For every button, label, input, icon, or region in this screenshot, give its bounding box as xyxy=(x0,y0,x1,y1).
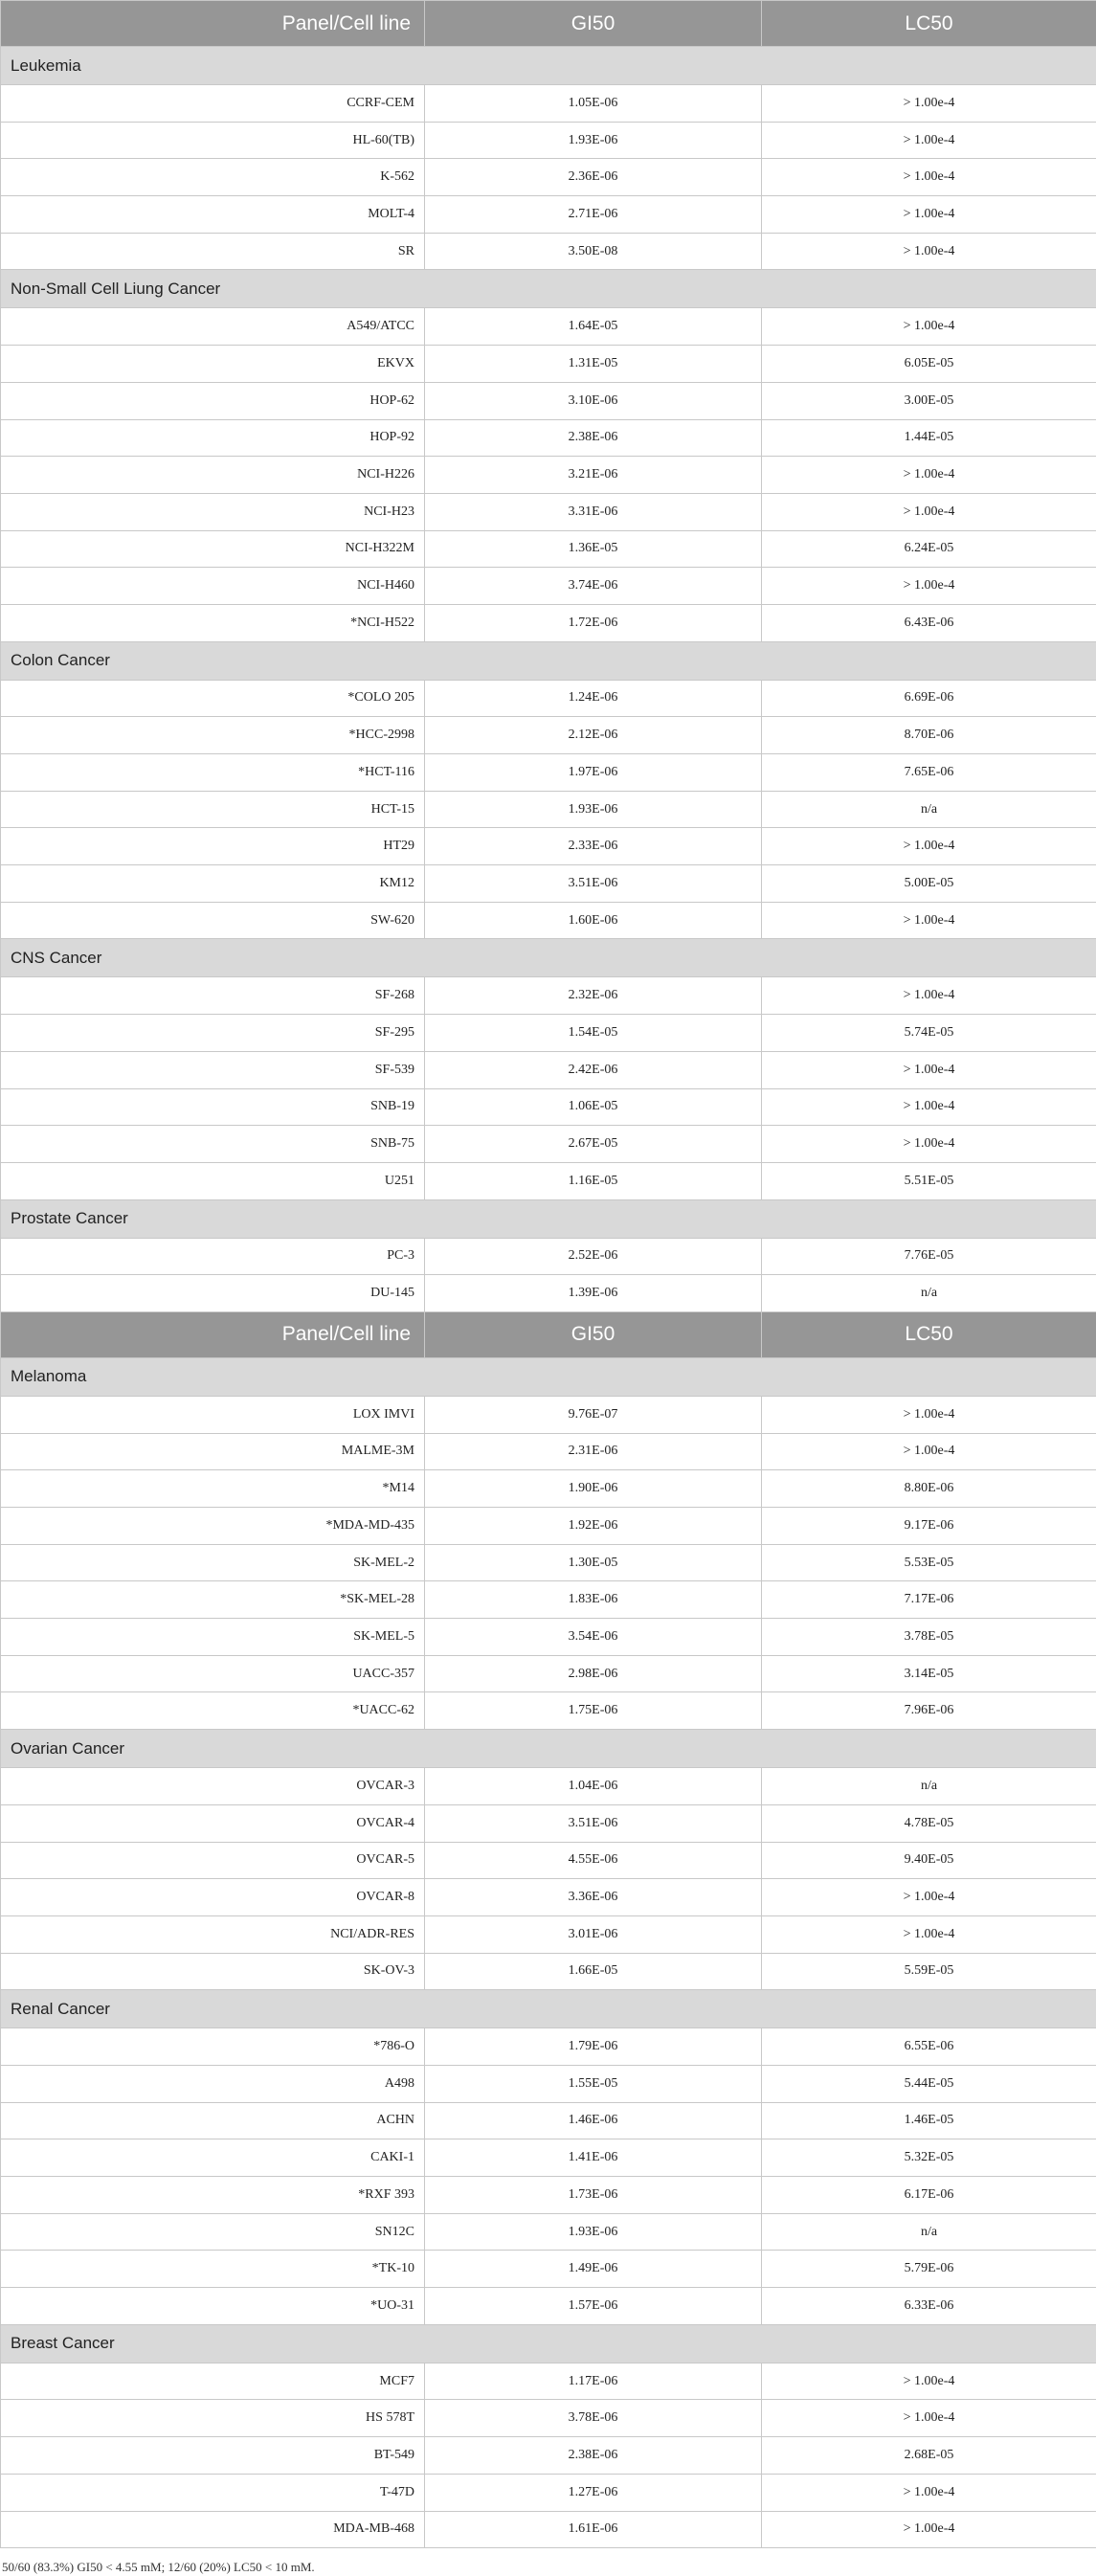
section-row xyxy=(1,939,1096,977)
gi50-value: 1.66E-05 xyxy=(425,1953,762,1990)
cell-line-name: *UO-31 xyxy=(1,2288,425,2325)
gi50-value: 3.21E-06 xyxy=(425,457,762,494)
lc50-value: > 1.00e-4 xyxy=(762,308,1096,346)
lc50-value: > 1.00e-4 xyxy=(762,1433,1096,1470)
table-row xyxy=(1,2028,1096,2066)
lc50-value: 2.68E-05 xyxy=(762,2437,1096,2475)
cell-line-name: OVCAR-3 xyxy=(1,1768,425,1805)
section-title: Leukemia xyxy=(1,47,1096,85)
table-row xyxy=(1,1692,1096,1730)
table-row xyxy=(1,568,1096,605)
cell-line-name: HS 578T xyxy=(1,2400,425,2437)
lc50-value: > 1.00e-4 xyxy=(762,828,1096,865)
cell-line-name: HT29 xyxy=(1,828,425,865)
cell-line-name: K-562 xyxy=(1,159,425,196)
lc50-value: 5.59E-05 xyxy=(762,1953,1096,1990)
table-row xyxy=(1,196,1096,234)
section-row xyxy=(1,47,1096,85)
cell-line-name: *TK-10 xyxy=(1,2251,425,2288)
table-row xyxy=(1,2400,1096,2437)
table-row xyxy=(1,2511,1096,2548)
table-row xyxy=(1,2139,1096,2177)
gi50-value: 1.46E-06 xyxy=(425,2102,762,2139)
lc50-value: 3.14E-05 xyxy=(762,1655,1096,1692)
table-row xyxy=(1,2065,1096,2102)
cell-line-name: SK-OV-3 xyxy=(1,1953,425,1990)
lc50-value: 6.69E-06 xyxy=(762,680,1096,717)
gi50-value: 1.05E-06 xyxy=(425,85,762,123)
cell-line-name: *NCI-H522 xyxy=(1,604,425,641)
gi50-value: 3.78E-06 xyxy=(425,2400,762,2437)
section-title: Non-Small Cell Liung Cancer xyxy=(1,270,1096,308)
gi50-value: 1.60E-06 xyxy=(425,902,762,939)
cell-line-name: *UACC-62 xyxy=(1,1692,425,1730)
table-row xyxy=(1,159,1096,196)
header-gi50: GI50 xyxy=(425,1,762,47)
cell-line-name: NCI-H322M xyxy=(1,530,425,568)
gi50-value: 3.10E-06 xyxy=(425,382,762,419)
lc50-value: 5.51E-05 xyxy=(762,1162,1096,1199)
gi50-value: 1.75E-06 xyxy=(425,1692,762,1730)
gi50-value: 1.27E-06 xyxy=(425,2474,762,2511)
lc50-value: > 1.00e-4 xyxy=(762,1915,1096,1953)
table-row xyxy=(1,419,1096,457)
table-row xyxy=(1,1655,1096,1692)
lc50-value: 3.00E-05 xyxy=(762,382,1096,419)
gi50-value: 1.06E-05 xyxy=(425,1088,762,1126)
gi50-value: 1.30E-05 xyxy=(425,1544,762,1581)
gi50-value: 1.04E-06 xyxy=(425,1768,762,1805)
gi50-value: 1.49E-06 xyxy=(425,2251,762,2288)
lc50-value: 6.33E-06 xyxy=(762,2288,1096,2325)
cell-line-name: UACC-357 xyxy=(1,1655,425,1692)
lc50-value: 9.40E-05 xyxy=(762,1842,1096,1879)
cell-line-name: *COLO 205 xyxy=(1,680,425,717)
table-row xyxy=(1,1051,1096,1088)
lc50-value: 5.79E-06 xyxy=(762,2251,1096,2288)
cell-line-name: DU-145 xyxy=(1,1275,425,1312)
gi50-value: 1.17E-06 xyxy=(425,2363,762,2400)
cell-line-name: SR xyxy=(1,233,425,270)
table-row xyxy=(1,346,1096,383)
table-row xyxy=(1,680,1096,717)
header-lc50: LC50 xyxy=(762,1,1096,47)
gi50-value: 9.76E-07 xyxy=(425,1396,762,1433)
table-row xyxy=(1,1433,1096,1470)
cell-line-name: NCI-H23 xyxy=(1,493,425,530)
lc50-value: 4.78E-05 xyxy=(762,1804,1096,1842)
lc50-value: > 1.00e-4 xyxy=(762,85,1096,123)
section-title: Ovarian Cancer xyxy=(1,1730,1096,1768)
cell-line-name: *786-O xyxy=(1,2028,425,2066)
table-row xyxy=(1,493,1096,530)
lc50-value: 6.24E-05 xyxy=(762,530,1096,568)
gi50-value: 3.01E-06 xyxy=(425,1915,762,1953)
gi50-value: 1.92E-06 xyxy=(425,1508,762,1545)
table-row xyxy=(1,1015,1096,1052)
lc50-value: 7.17E-06 xyxy=(762,1581,1096,1619)
gi50-value: 2.67E-05 xyxy=(425,1126,762,1163)
gi50-value: 3.51E-06 xyxy=(425,865,762,903)
lc50-value: 6.43E-06 xyxy=(762,604,1096,641)
lc50-value: 6.55E-06 xyxy=(762,2028,1096,2066)
gi50-value: 2.32E-06 xyxy=(425,977,762,1015)
cell-line-name: ACHN xyxy=(1,2102,425,2139)
section-title: Melanoma xyxy=(1,1357,1096,1396)
gi50-value: 2.33E-06 xyxy=(425,828,762,865)
lc50-value: 5.53E-05 xyxy=(762,1544,1096,1581)
lc50-value: > 1.00e-4 xyxy=(762,2400,1096,2437)
cell-line-name: MALME-3M xyxy=(1,1433,425,1470)
cell-line-name: MCF7 xyxy=(1,2363,425,2400)
lc50-value: > 1.00e-4 xyxy=(762,1126,1096,1163)
lc50-value: > 1.00e-4 xyxy=(762,1879,1096,1916)
gi50-value: 1.31E-05 xyxy=(425,346,762,383)
lc50-value: 5.32E-05 xyxy=(762,2139,1096,2177)
lc50-value: > 1.00e-4 xyxy=(762,568,1096,605)
cell-line-name: SF-295 xyxy=(1,1015,425,1052)
table-row xyxy=(1,717,1096,754)
gi50-value: 3.74E-06 xyxy=(425,568,762,605)
gi50-value: 1.73E-06 xyxy=(425,2177,762,2214)
lc50-value: 6.05E-05 xyxy=(762,346,1096,383)
cell-line-name: SK-MEL-5 xyxy=(1,1619,425,1656)
section-row xyxy=(1,1199,1096,1238)
gi50-value: 2.36E-06 xyxy=(425,159,762,196)
lc50-value: 9.17E-06 xyxy=(762,1508,1096,1545)
gi50-value: 1.97E-06 xyxy=(425,754,762,792)
table-row xyxy=(1,1088,1096,1126)
table-row xyxy=(1,1879,1096,1916)
cell-line-name: BT-549 xyxy=(1,2437,425,2475)
lc50-value: > 1.00e-4 xyxy=(762,122,1096,159)
table-row xyxy=(1,2474,1096,2511)
cell-line-name: T-47D xyxy=(1,2474,425,2511)
lc50-value: > 1.00e-4 xyxy=(762,493,1096,530)
cell-line-name: LOX IMVI xyxy=(1,1396,425,1433)
table-header-row xyxy=(1,1311,1096,1357)
lc50-value: 7.65E-06 xyxy=(762,754,1096,792)
gi50-value: 2.71E-06 xyxy=(425,196,762,234)
gi50-value: 1.24E-06 xyxy=(425,680,762,717)
table-row xyxy=(1,1238,1096,1275)
table-row xyxy=(1,1581,1096,1619)
gi50-value: 1.83E-06 xyxy=(425,1581,762,1619)
gi50-value: 1.16E-05 xyxy=(425,1162,762,1199)
lc50-value: > 1.00e-4 xyxy=(762,1051,1096,1088)
cell-line-name: SF-539 xyxy=(1,1051,425,1088)
gi50-value: 1.64E-05 xyxy=(425,308,762,346)
gi50-value: 1.90E-06 xyxy=(425,1470,762,1508)
cell-line-name: OVCAR-5 xyxy=(1,1842,425,1879)
cell-line-name: HOP-92 xyxy=(1,419,425,457)
table-row xyxy=(1,1508,1096,1545)
lc50-value: 1.44E-05 xyxy=(762,419,1096,457)
cell-line-name: NCI-H460 xyxy=(1,568,425,605)
lc50-value: n/a xyxy=(762,791,1096,828)
lc50-value: 5.44E-05 xyxy=(762,2065,1096,2102)
gi50-value: 3.54E-06 xyxy=(425,1619,762,1656)
cell-line-name: HOP-62 xyxy=(1,382,425,419)
section-title: Colon Cancer xyxy=(1,641,1096,680)
section-row xyxy=(1,1357,1096,1396)
gi50-value: 1.36E-05 xyxy=(425,530,762,568)
lc50-value: > 1.00e-4 xyxy=(762,457,1096,494)
cell-line-name: SNB-19 xyxy=(1,1088,425,1126)
table-footnote: 50/60 (83.3%) GI50 < 4.55 mM; 12/60 (20%) LC50 < 10 mM. xyxy=(2,2560,315,2575)
table-row xyxy=(1,1162,1096,1199)
table-row xyxy=(1,1915,1096,1953)
cell-line-name: *HCT-116 xyxy=(1,754,425,792)
table-row xyxy=(1,1619,1096,1656)
table-row xyxy=(1,754,1096,792)
lc50-value: 3.78E-05 xyxy=(762,1619,1096,1656)
table-row xyxy=(1,457,1096,494)
cell-line-name: SF-268 xyxy=(1,977,425,1015)
cell-line-name: CCRF-CEM xyxy=(1,85,425,123)
table-row xyxy=(1,1544,1096,1581)
cell-line-name: OVCAR-4 xyxy=(1,1804,425,1842)
table-row xyxy=(1,1768,1096,1805)
gi50-value: 3.50E-08 xyxy=(425,233,762,270)
gi50-value: 1.55E-05 xyxy=(425,2065,762,2102)
gi50-value: 1.61E-06 xyxy=(425,2511,762,2548)
section-row xyxy=(1,641,1096,680)
table-row xyxy=(1,1396,1096,1433)
section-title: Renal Cancer xyxy=(1,1990,1096,2028)
cell-line-name: U251 xyxy=(1,1162,425,1199)
cell-line-name: HCT-15 xyxy=(1,791,425,828)
lc50-value: n/a xyxy=(762,1275,1096,1312)
gi50-value: 1.72E-06 xyxy=(425,604,762,641)
gi50-value: 1.39E-06 xyxy=(425,1275,762,1312)
gi50-value: 2.12E-06 xyxy=(425,717,762,754)
lc50-value: 7.76E-05 xyxy=(762,1238,1096,1275)
gi50-value: 1.93E-06 xyxy=(425,2213,762,2251)
cell-line-name: HL-60(TB) xyxy=(1,122,425,159)
cell-line-name: SNB-75 xyxy=(1,1126,425,1163)
table-row xyxy=(1,828,1096,865)
table-row xyxy=(1,1953,1096,1990)
header-panel-cell-line: Panel/Cell line xyxy=(1,1311,425,1357)
section-row xyxy=(1,270,1096,308)
lc50-value: > 1.00e-4 xyxy=(762,233,1096,270)
cell-line-name: SK-MEL-2 xyxy=(1,1544,425,1581)
cell-line-name: MDA-MB-468 xyxy=(1,2511,425,2548)
gi50-value: 1.79E-06 xyxy=(425,2028,762,2066)
table-row xyxy=(1,2213,1096,2251)
gi50-value: 2.98E-06 xyxy=(425,1655,762,1692)
gi50-value: 3.36E-06 xyxy=(425,1879,762,1916)
header-panel-cell-line: Panel/Cell line xyxy=(1,1,425,47)
table-row xyxy=(1,85,1096,123)
lc50-value: > 1.00e-4 xyxy=(762,1088,1096,1126)
lc50-value: > 1.00e-4 xyxy=(762,1396,1096,1433)
lc50-value: > 1.00e-4 xyxy=(762,977,1096,1015)
table-row xyxy=(1,308,1096,346)
gi50-value: 1.41E-06 xyxy=(425,2139,762,2177)
table-row xyxy=(1,530,1096,568)
gi50-value: 4.55E-06 xyxy=(425,1842,762,1879)
section-title: CNS Cancer xyxy=(1,939,1096,977)
table-row xyxy=(1,2177,1096,2214)
cell-line-name: CAKI-1 xyxy=(1,2139,425,2177)
gi50-value: 3.31E-06 xyxy=(425,493,762,530)
cell-line-name: SN12C xyxy=(1,2213,425,2251)
table-row xyxy=(1,122,1096,159)
gi50-value: 1.54E-05 xyxy=(425,1015,762,1052)
gi50-value: 2.38E-06 xyxy=(425,419,762,457)
lc50-value: > 1.00e-4 xyxy=(762,902,1096,939)
lc50-value: 1.46E-05 xyxy=(762,2102,1096,2139)
table-row xyxy=(1,2288,1096,2325)
table-row xyxy=(1,1275,1096,1312)
table-row xyxy=(1,977,1096,1015)
table-row xyxy=(1,233,1096,270)
cell-line-name: NCI-H226 xyxy=(1,457,425,494)
gi50-value: 1.57E-06 xyxy=(425,2288,762,2325)
lc50-value: 8.80E-06 xyxy=(762,1470,1096,1508)
lc50-value: 6.17E-06 xyxy=(762,2177,1096,2214)
cell-line-name: A549/ATCC xyxy=(1,308,425,346)
cell-line-name: A498 xyxy=(1,2065,425,2102)
lc50-value: 8.70E-06 xyxy=(762,717,1096,754)
gi50-value: 2.31E-06 xyxy=(425,1433,762,1470)
header-lc50: LC50 xyxy=(762,1311,1096,1357)
table-row xyxy=(1,2363,1096,2400)
lc50-value: > 1.00e-4 xyxy=(762,2511,1096,2548)
table-header-row xyxy=(1,1,1096,47)
section-row xyxy=(1,1730,1096,1768)
section-row xyxy=(1,2324,1096,2363)
table-row xyxy=(1,604,1096,641)
lc50-value: n/a xyxy=(762,1768,1096,1805)
table-row xyxy=(1,382,1096,419)
cell-line-name: *MDA-MD-435 xyxy=(1,1508,425,1545)
table-row xyxy=(1,1842,1096,1879)
table-row xyxy=(1,1470,1096,1508)
gi50-value: 2.42E-06 xyxy=(425,1051,762,1088)
cell-line-name: KM12 xyxy=(1,865,425,903)
table-row xyxy=(1,1126,1096,1163)
lc50-value: > 1.00e-4 xyxy=(762,159,1096,196)
cell-line-name: *SK-MEL-28 xyxy=(1,1581,425,1619)
gi50-value: 3.51E-06 xyxy=(425,1804,762,1842)
lc50-value: 5.74E-05 xyxy=(762,1015,1096,1052)
cell-line-name: *RXF 393 xyxy=(1,2177,425,2214)
gi50-value: 2.38E-06 xyxy=(425,2437,762,2475)
table-row xyxy=(1,791,1096,828)
table-row xyxy=(1,2102,1096,2139)
cell-line-name: MOLT-4 xyxy=(1,196,425,234)
section-row xyxy=(1,1990,1096,2028)
section-title: Breast Cancer xyxy=(1,2324,1096,2363)
table-row xyxy=(1,2251,1096,2288)
table-row xyxy=(1,865,1096,903)
cell-line-name: OVCAR-8 xyxy=(1,1879,425,1916)
cell-line-name: SW-620 xyxy=(1,902,425,939)
lc50-value: > 1.00e-4 xyxy=(762,2474,1096,2511)
lc50-value: 7.96E-06 xyxy=(762,1692,1096,1730)
cell-line-name: PC-3 xyxy=(1,1238,425,1275)
gi50-value: 2.52E-06 xyxy=(425,1238,762,1275)
section-title: Prostate Cancer xyxy=(1,1199,1096,1238)
cell-line-name: *M14 xyxy=(1,1470,425,1508)
gi50-value: 1.93E-06 xyxy=(425,791,762,828)
lc50-value: 5.00E-05 xyxy=(762,865,1096,903)
table-row xyxy=(1,902,1096,939)
cell-line-name: NCI/ADR-RES xyxy=(1,1915,425,1953)
lc50-value: n/a xyxy=(762,2213,1096,2251)
cell-line-name: EKVX xyxy=(1,346,425,383)
table-row xyxy=(1,2437,1096,2475)
cell-line-name: *HCC-2998 xyxy=(1,717,425,754)
lc50-value: > 1.00e-4 xyxy=(762,196,1096,234)
gi50-value: 1.93E-06 xyxy=(425,122,762,159)
lc50-value: > 1.00e-4 xyxy=(762,2363,1096,2400)
table-row xyxy=(1,1804,1096,1842)
header-gi50: GI50 xyxy=(425,1311,762,1357)
